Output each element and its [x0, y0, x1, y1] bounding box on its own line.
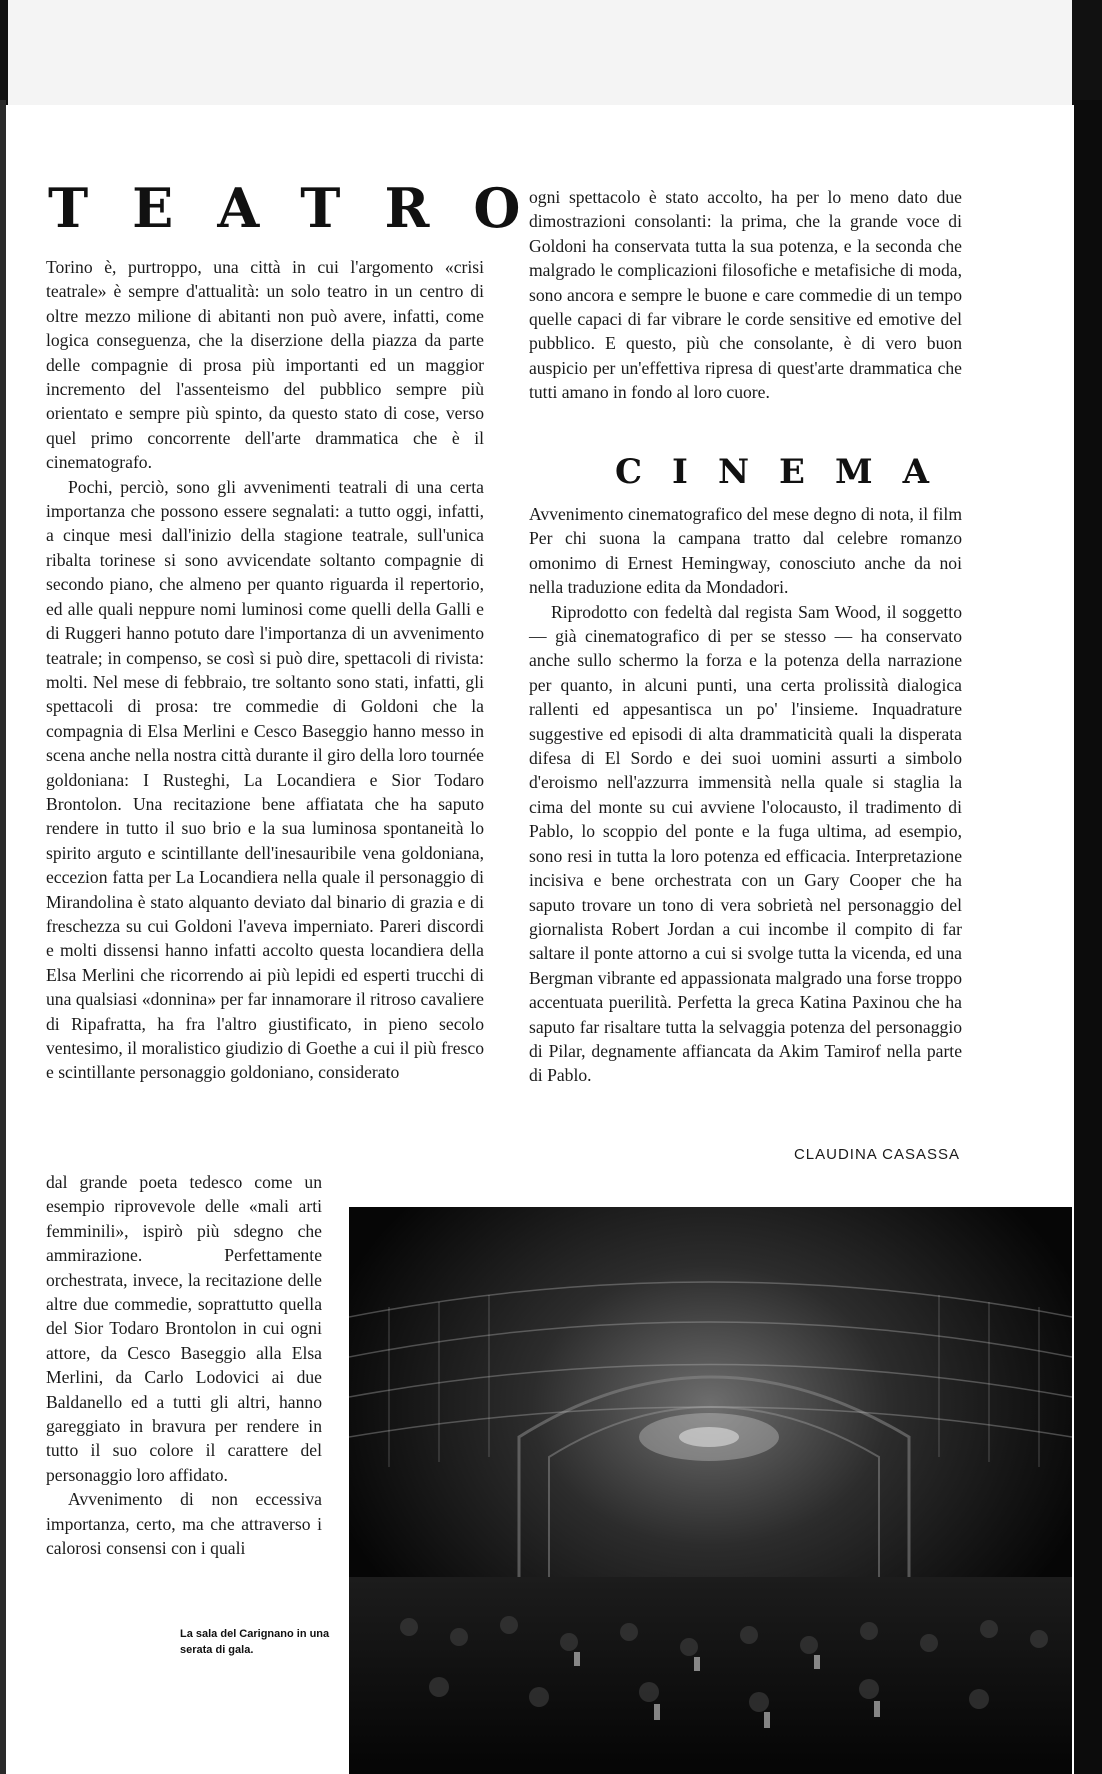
theatre-paragraph-2: Pochi, perciò, sono gli avvenimenti teatrali di una certa importanza che possono essere segnalati: a tutto oggi, infatti, a cinque mesi dall'inizio della stagione teatrale, sull'unica ribalta torinese si sono avvicendate soltanto compagnie di secondo piano, che almeno per quanto riguarda il repertorio, ed alle quali neppure nomi luminosi come quelli della Galli e di Ruggeri hanno potuto dare l'importanza di un avvenimento teatrale; in compenso, se così si può dire, spettacoli di rivista: molti. Nel mese di febbraio, tre soltanto sono stati, infatti, gli spettacoli di prosa: tre commedie di Goldoni che la compagnia di Elsa Merlini e Cesco Baseggio hanno messo in scena anche nella nostra città durante il giro della loro tournée goldoniana: I Rusteghi, La Locandiera e Sior Todaro Brontolon. Una recitazione bene affiatata che ha saputo rendere in tutto il suo brio e la sua luminosa spontaneità lo spirito arguto e scintillante dell'inesauribile vena goldoniana, eccezion fatta per La Locandiera nella quale il personaggio di Mirandolina è stato alquanto deviato dal binario di grazia e di freschezza su cui Goldoni l'aveva imperniato. Pareri discordi e molti dissensi hanno infatti accolto questa locandiera della Elsa Merlini che ricorrendo ai più lepidi ed esperti trucchi di una qualsiasi «donnina» per far innamorare il ritroso cavaliere di Ripafratta, ha fra l'altro giustificato, in pieno secolo ventesimo, il moralistico giudizio di Goethe a cui il più fresco e scintillante personaggio goldoniano, considerato	[46, 476, 484, 1083]
theatre-paragraph-3: dal grande poeta tedesco come un esempio riprovevole delle «mali arti femminili», ispirò più sdegno che ammirazione. Perfettamente orchestrata, invece, la recitazione delle altre due commedie, soprattutto quella del Sior Todaro Brontolon in cui ogni attore, da Cesco Baseggio alla Elsa Merlini, da Carlo Lodovici ai due Baldanello ed a tutti gli altri, hanno gareggiato in bravura per rendere in tutto il suo colore il carattere del personaggio loro affidato.	[46, 1172, 322, 1485]
theatre-continuation: ogni spettacolo è stato accolto, ha per lo meno dato due dimostrazioni consolanti: la prima, che la grande voce di Goldoni ha conservata tutta la sua potenza, e la seconda che malgrado le complicazioni filosofiche e metafisiche di moda, sono ancora e sempre le buone e care commedie di un tempo quelle capaci di far vibrare le corde sensitive ed emotive del pubblico. E questo, più che consolante, è di vero buon auspicio per un'effettiva ripresa di quest'arte drammatica che tutti amano in fondo al loro cuore.	[529, 187, 962, 403]
theatre-paragraph-4: Avvenimento di non eccessiva importanza, certo, ma che attraverso i calorosi consensi con i quali	[46, 1489, 322, 1559]
theatre-article-column	[46, 255, 484, 1085]
cinema-heading: CINEMA	[615, 452, 959, 492]
photo-caption: La sala del Carignano in una serata di gala.	[180, 1628, 330, 1656]
theatre-narrow-column	[46, 1170, 322, 1561]
theatre-hall-photo	[349, 1207, 1072, 1774]
scan-right-border	[1074, 100, 1102, 1774]
theatre-continuation-column	[529, 185, 962, 405]
scan-top-border	[0, 0, 1102, 105]
cinema-paragraph-2: Riprodotto con fedeltà dal regista Sam Wood, il soggetto — già cinematografico di per se stesso — ha conservato anche sullo schermo la forza e la potenza della narrazione per quanto, in alcuni punti, una certa prolissità dialogica rallenti ed appesantisca un po' l'insieme. Inquadrature suggestive ed episodi di alta drammaticità quali la disperata difesa di El Sordo e dei suoi uomini assurti a simbolo d'eroismo nell'azzurra immensità nella quale si staglia la cima del monte su cui avviene l'olocausto, il tradimento di Pablo, lo scoppio del ponte e la fuga ultima, ad esempio, sono resi in tutta la loro potenza ed efficacia. Interpretazione incisiva e bene orchestrata con un Gary Cooper che ha saputo trovare un tono di vera sobrietà nel personaggio del giornalista Robert Jordan a cui incombe il compito di far saltare il ponte attorno a cui si svolge tutta la vicenda, ed una Bergman vibrante ed appassionata malgrado una forse troppo accentuata puerilità. Perfetta la greca Katina Paxinou che ha saputo far risaltare tutta la selvaggia potenza del personaggio di Pilar, degnamente affiancata da Akim Tamirof nella parte di Pablo.	[529, 601, 962, 1086]
theatre-hall-illustration	[349, 1207, 1072, 1774]
cinema-paragraph-1: Avvenimento cinematografico del mese degno di nota, il film Per chi suona la campana tratto dal celebre romanzo omonimo di Ernest Hemingway, conosciuto anche da noi nella traduzione edita da Mondadori.	[529, 504, 962, 598]
scan-left-border	[0, 100, 6, 1774]
theatre-paragraph-1: Torino è, purtroppo, una città in cui l'argomento «crisi teatrale» è sempre d'attualità: un solo teatro in un centro di oltre mezzo milione di abitanti non può avere, infatti, come logica conseguenza, che la diserzione della piazza da parte delle compagnie di prosa più importanti ed un maggior incremento del l'assenteismo del pubblico sempre più orientato e sempre più spinto, da questo stato di cose, verso quel primo concorrente dell'arte drammatica che è il cinematografo.	[46, 257, 484, 473]
cinema-article-column	[529, 502, 962, 1088]
author-signature: CLAUDINA CASASSA	[793, 1146, 960, 1163]
theatre-heading: TEATRO	[48, 176, 565, 240]
